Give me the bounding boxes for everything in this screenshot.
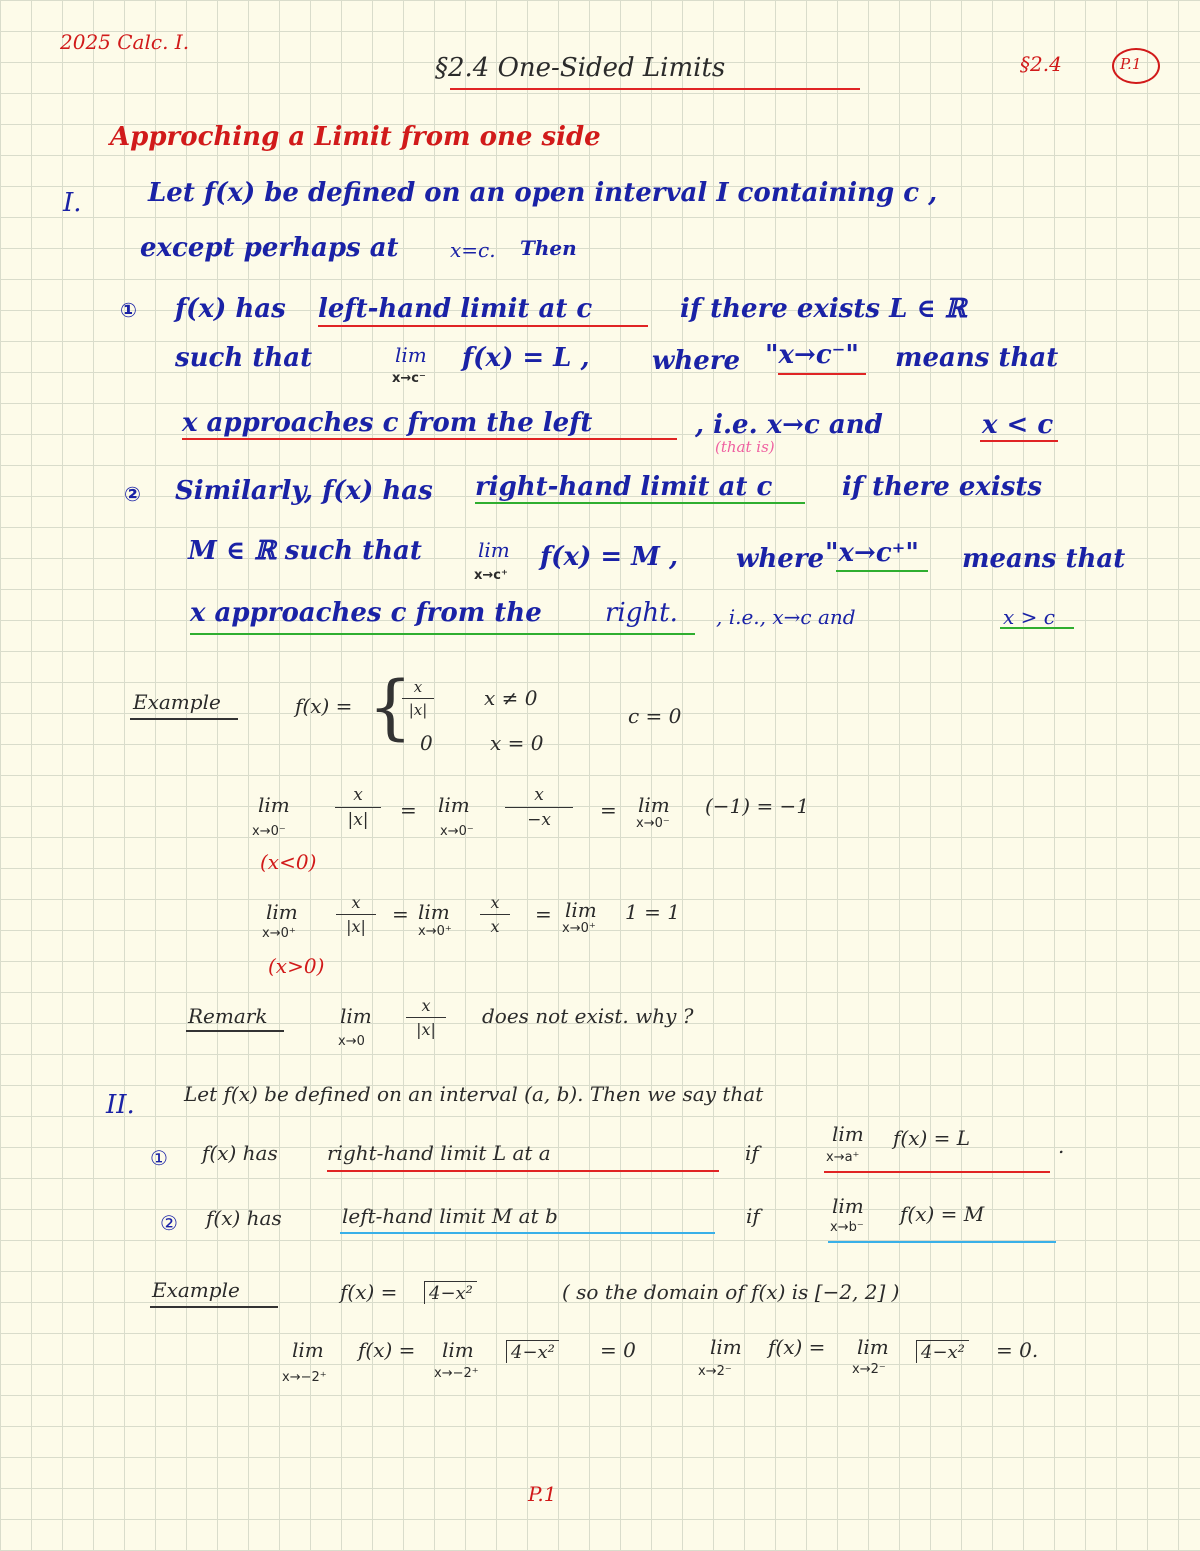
- example2-label: Example: [152, 1278, 240, 1302]
- left-rest: (−1) = −1: [705, 794, 810, 818]
- item1-a: f(x) has: [175, 294, 286, 324]
- footer-page-number: P.1: [528, 1482, 557, 1506]
- ex2-right-expr: f(x) =: [768, 1335, 826, 1359]
- part2-item1-b: right-hand limit L at a: [327, 1141, 551, 1165]
- frac-bar: [336, 914, 376, 915]
- ex2-right-lim: lim: [710, 1335, 742, 1359]
- remark-frac: [406, 996, 446, 1039]
- frac-bar: [480, 914, 510, 915]
- part2-item2-c: if: [746, 1204, 760, 1228]
- right-eq2: =: [535, 902, 552, 926]
- item1-marker: ①: [120, 298, 137, 322]
- ex2-left-lim2: lim: [442, 1338, 474, 1362]
- ex2-left-lim2-sub: x→−2⁺: [434, 1366, 479, 1381]
- right-den2: x: [490, 917, 500, 936]
- part2-item2-marker: ②: [160, 1211, 178, 1235]
- item1-b-underline: [318, 325, 648, 327]
- item1-d: such that: [175, 343, 313, 373]
- item1-e: where: [652, 346, 741, 376]
- page-tag: P.1: [1120, 55, 1142, 73]
- title-underline: [450, 88, 860, 90]
- part2-item2-lim: lim: [832, 1194, 864, 1218]
- frac-bar: [402, 698, 434, 699]
- item1-quote: "x→c⁻": [765, 340, 859, 370]
- right-lim: lim: [266, 900, 298, 924]
- item1-note: (that is): [715, 438, 775, 456]
- example1-label: Example: [133, 690, 221, 714]
- right-lim3-sub: x→0⁺: [562, 921, 596, 936]
- part2-item2-a: f(x) has: [206, 1206, 282, 1230]
- item1-g-underline: [182, 438, 677, 440]
- part2-item2-b-underline: [340, 1232, 715, 1234]
- left-frac2: [505, 785, 573, 830]
- ex2-left-end: = 0: [600, 1338, 636, 1362]
- item2-marker: ②: [124, 482, 141, 506]
- left-frac1: [335, 785, 381, 830]
- remark-label-underline: [186, 1030, 284, 1032]
- item1-expr: f(x) = L ,: [462, 343, 590, 373]
- left-num2: x: [534, 785, 544, 805]
- example1-label-underline: [130, 718, 238, 720]
- left-den: |x|: [347, 810, 369, 830]
- item1-i-underline: [980, 440, 1058, 442]
- item1-h: , i.e. x→c and: [695, 410, 883, 440]
- right-lim3: lim: [565, 898, 597, 922]
- part2-item1-expr: f(x) = L: [893, 1126, 971, 1150]
- example2-label-underline: [150, 1306, 278, 1308]
- ex2-right-end: = 0.: [996, 1338, 1039, 1362]
- part1-numeral: I.: [63, 188, 82, 218]
- ex2-left-sqrt: 4−x²: [506, 1340, 559, 1363]
- item2-lim-sub: x→c⁺: [474, 568, 508, 583]
- left-lim3-sub: x→0⁻: [636, 816, 670, 831]
- example2-sqrt: 4−x²: [424, 1281, 477, 1304]
- ex2-right-lim2-sub: x→2⁻: [852, 1362, 886, 1377]
- case1-frac: [402, 678, 434, 719]
- item2-expr: f(x) = M ,: [540, 542, 679, 572]
- ex2-left-lim: lim: [292, 1338, 324, 1362]
- part2-item2-expr: f(x) = M: [900, 1202, 985, 1226]
- case1-num: x: [413, 678, 423, 696]
- ex2-right-lim2: lim: [857, 1335, 889, 1359]
- item1-b: left-hand limit at c: [318, 294, 593, 324]
- item2-a: Similarly, f(x) has: [175, 476, 433, 506]
- remark-label: Remark: [188, 1004, 268, 1028]
- part2-item1-marker: ①: [150, 1146, 168, 1170]
- right-den: |x|: [346, 917, 366, 936]
- item1-lim-sub: x→c⁻: [392, 371, 426, 386]
- frac-bar: [406, 1017, 446, 1018]
- item2-quote: "x→c⁺": [825, 538, 919, 568]
- right-cond: (x>0): [268, 954, 325, 978]
- piecewise-brace: {: [368, 666, 413, 748]
- item2-lim: lim: [478, 538, 510, 562]
- left-lim2-sub: x→0⁻: [440, 824, 474, 839]
- right-frac2: [480, 893, 510, 936]
- page-title: §2.4 One-Sided Limits: [435, 53, 726, 83]
- right-num: x: [351, 893, 361, 912]
- left-lim: lim: [258, 793, 290, 817]
- item1-quote-underline: [778, 373, 866, 375]
- right-lim-sub: x→0⁺: [262, 926, 296, 941]
- part2-item1-sub: x→a⁺: [826, 1150, 860, 1165]
- left-cond: (x<0): [260, 850, 317, 874]
- case2-val: 0: [420, 731, 433, 755]
- item2-c: if there exists: [842, 472, 1043, 502]
- remark-lim-sub: x→0: [338, 1034, 365, 1049]
- part2-item1-a: f(x) has: [202, 1141, 278, 1165]
- c-value: c = 0: [628, 704, 682, 728]
- left-eq2: =: [600, 798, 617, 822]
- right-eq1: =: [392, 902, 409, 926]
- part2-item2-expr-underline: [828, 1241, 1056, 1243]
- ex2-left-lim-sub: x→−2⁺: [282, 1370, 327, 1385]
- part2-item1-end: .: [1058, 1134, 1065, 1158]
- item2-d: M ∈ ℝ such that: [188, 536, 422, 566]
- part1-line2a: except perhaps at: [140, 233, 399, 263]
- right-lim2-sub: x→0⁺: [418, 924, 452, 939]
- item2-g-underline: [190, 633, 695, 635]
- right-lim2: lim: [418, 900, 450, 924]
- item1-i: x < c: [982, 410, 1054, 440]
- item2-e: where: [736, 544, 825, 574]
- case2-cond: x = 0: [490, 731, 544, 755]
- left-eq1: =: [400, 798, 417, 822]
- ex2-right-sqrt: 4−x²: [916, 1340, 969, 1363]
- section-tag: §2.4: [1020, 52, 1062, 76]
- case1-den: |x|: [408, 701, 428, 719]
- ex2-right-lim-sub: x→2⁻: [698, 1364, 732, 1379]
- part1-line1: Let f(x) be defined on an open interval I containing c ,: [148, 178, 938, 208]
- item1-g: x approaches c from the left: [182, 408, 593, 438]
- item2-i-underline: [1000, 627, 1074, 629]
- example1-fx: f(x) =: [295, 694, 353, 718]
- frac-bar: [335, 807, 381, 808]
- left-num: x: [353, 785, 363, 805]
- item1-lim: lim: [395, 343, 427, 367]
- left-lim-sub: x→0⁻: [252, 824, 286, 839]
- part2-item1-expr-underline: [824, 1171, 1050, 1173]
- item2-b-underline: [475, 502, 805, 504]
- part2-item1-c: if: [745, 1141, 759, 1165]
- item2-i: x > c: [1003, 605, 1055, 629]
- ex2-left-expr: f(x) =: [358, 1338, 416, 1362]
- right-frac1: [336, 893, 376, 936]
- right-rest: 1 = 1: [625, 900, 680, 924]
- part2-item1-b-underline: [327, 1170, 719, 1172]
- part2-item1-lim: lim: [832, 1122, 864, 1146]
- frac-bar: [505, 807, 573, 808]
- left-den2: −x: [527, 810, 551, 830]
- remark-text: does not exist. why ?: [482, 1004, 694, 1028]
- item2-quote-underline: [836, 570, 928, 572]
- part1-line2b: x=c.: [450, 238, 496, 262]
- item1-f: means that: [895, 343, 1059, 373]
- remark-lim: lim: [340, 1004, 372, 1028]
- item2-b: right-hand limit at c: [475, 472, 773, 502]
- item2-g2: right.: [605, 598, 678, 628]
- case1-cond: x ≠ 0: [484, 686, 538, 710]
- item2-g1: x approaches c from the: [190, 598, 542, 628]
- example2-note: ( so the domain of f(x) is [−2, 2] ): [562, 1280, 900, 1304]
- item2-h: , i.e., x→c and: [716, 605, 856, 629]
- left-lim3: lim: [638, 793, 670, 817]
- course-label: 2025 Calc. I.: [60, 30, 190, 54]
- remark-den: |x|: [416, 1020, 436, 1039]
- remark-num: x: [421, 996, 431, 1015]
- item2-f: means that: [962, 544, 1126, 574]
- example2-fx: f(x) =: [340, 1280, 398, 1304]
- right-num2: x: [490, 893, 500, 912]
- approach-heading: Approching a Limit from one side: [110, 122, 601, 152]
- part1-line2c: Then: [520, 236, 577, 260]
- part2-numeral: II.: [106, 1090, 135, 1120]
- part2-line1: Let f(x) be defined on an interval (a, b). Then we say that: [184, 1082, 764, 1106]
- part2-item2-b: left-hand limit M at b: [342, 1204, 558, 1228]
- item1-c: if there exists L ∈ ℝ: [680, 294, 967, 324]
- left-lim2: lim: [438, 793, 470, 817]
- part2-item2-sub: x→b⁻: [830, 1220, 864, 1235]
